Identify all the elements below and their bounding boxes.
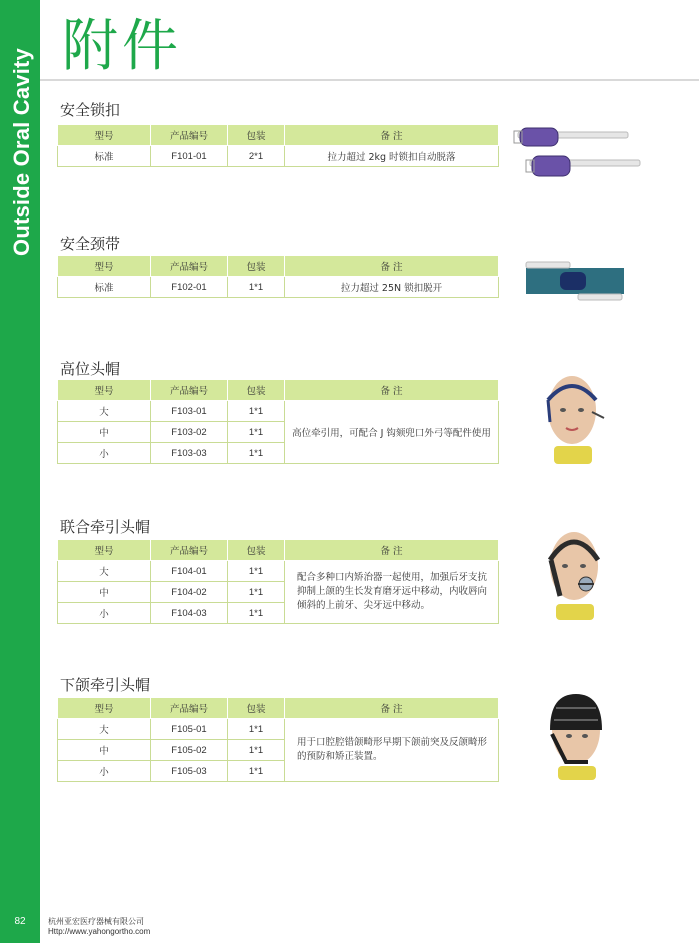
spec-table-mandibular-headgear bbox=[57, 697, 499, 782]
remark-line: 用于口腔腔错颌畸形早期下颌前突及反颌畸形 bbox=[297, 737, 488, 748]
cell-package: 1*1 bbox=[228, 277, 285, 298]
cell-code: F105-03 bbox=[151, 761, 228, 782]
cell-package: 1*1 bbox=[228, 443, 285, 464]
title-divider bbox=[40, 79, 699, 81]
table-row bbox=[58, 277, 499, 298]
spec-table-safety-neck-strap bbox=[57, 255, 499, 298]
remark-line: 倾斜的上前牙、尖牙远中移动。 bbox=[297, 600, 431, 611]
cell-package: 1*1 bbox=[228, 719, 285, 740]
remark-line: 配合多种口内矫治器一起使用，加强后牙支抗 bbox=[297, 572, 488, 583]
table-header-row bbox=[58, 540, 499, 561]
header-package: 包装 bbox=[228, 698, 285, 719]
header-model: 型号 bbox=[58, 125, 151, 146]
remark-line: 的预防和矫正装置。 bbox=[297, 751, 383, 762]
cell-model: 小 bbox=[58, 443, 151, 464]
spec-table-safety-buckle bbox=[57, 124, 499, 167]
cell-code: F103-02 bbox=[151, 422, 228, 443]
cell-model: 小 bbox=[58, 603, 151, 624]
header-remarks: 备 注 bbox=[285, 125, 499, 146]
cell-code: F104-02 bbox=[151, 582, 228, 603]
header-model: 型号 bbox=[58, 698, 151, 719]
cell-model: 大 bbox=[58, 719, 151, 740]
header-package: 包装 bbox=[228, 380, 285, 401]
header-package: 包装 bbox=[228, 125, 285, 146]
table-row bbox=[58, 146, 499, 167]
footer-company-name: 杭州亚宏医疗器械有限公司 bbox=[48, 917, 144, 926]
cell-model: 大 bbox=[58, 561, 151, 582]
cell-code: F102-01 bbox=[151, 277, 228, 298]
cell-model: 标准 bbox=[58, 146, 151, 167]
cell-model: 中 bbox=[58, 740, 151, 761]
header-model: 型号 bbox=[58, 540, 151, 561]
cell-code: F103-01 bbox=[151, 401, 228, 422]
cell-remark bbox=[285, 719, 499, 782]
sidebar bbox=[0, 0, 40, 943]
table-header-row bbox=[58, 380, 499, 401]
cell-remark: 拉力超过 2kg 时锁扣自动脱落 bbox=[285, 146, 499, 167]
table-header-row bbox=[58, 256, 499, 277]
cell-remark: 拉力超过 25N 锁扣脱开 bbox=[285, 277, 499, 298]
vertical-section-title: Outside Oral Cavity bbox=[9, 48, 34, 256]
header-model: 型号 bbox=[58, 380, 151, 401]
cell-package: 1*1 bbox=[228, 740, 285, 761]
cell-model: 小 bbox=[58, 761, 151, 782]
cell-code: F104-03 bbox=[151, 603, 228, 624]
section-heading-combination-headgear: 联合牵引头帽 bbox=[60, 518, 151, 536]
section-heading-safety-neck-strap: 安全颈带 bbox=[60, 235, 121, 253]
header-remarks: 备 注 bbox=[285, 256, 499, 277]
cell-remark bbox=[285, 561, 499, 624]
table-header-row bbox=[58, 125, 499, 146]
table-row bbox=[58, 561, 499, 582]
cell-model: 标准 bbox=[58, 277, 151, 298]
combination-headgear-image bbox=[534, 526, 614, 622]
section-heading-mandibular-headgear: 下颌牵引头帽 bbox=[60, 676, 151, 694]
spec-table-combination-headgear bbox=[57, 539, 499, 624]
cell-code: F105-02 bbox=[151, 740, 228, 761]
high-pull-headgear-image bbox=[532, 370, 612, 466]
cell-package: 2*1 bbox=[228, 146, 285, 167]
cell-code: F105-01 bbox=[151, 719, 228, 740]
cell-model: 大 bbox=[58, 401, 151, 422]
table-header-row bbox=[58, 698, 499, 719]
header-product-code: 产品编号 bbox=[151, 256, 228, 277]
page-title: 附件 bbox=[62, 14, 182, 79]
cell-code: F103-03 bbox=[151, 443, 228, 464]
header-product-code: 产品编号 bbox=[151, 540, 228, 561]
cell-model: 中 bbox=[58, 582, 151, 603]
header-model: 型号 bbox=[58, 256, 151, 277]
cell-remark: 高位牵引用，可配合 J 钩颏兜口外弓等配件使用 bbox=[285, 401, 499, 464]
page-number: 82 bbox=[14, 916, 26, 927]
cell-package: 1*1 bbox=[228, 401, 285, 422]
cell-package: 1*1 bbox=[228, 561, 285, 582]
cell-code: F101-01 bbox=[151, 146, 228, 167]
footer-website-url: Http://www.yahongortho.com bbox=[48, 927, 151, 936]
header-remarks: 备 注 bbox=[285, 380, 499, 401]
header-remarks: 备 注 bbox=[285, 698, 499, 719]
header-remarks: 备 注 bbox=[285, 540, 499, 561]
section-heading-high-pull-headgear: 高位头帽 bbox=[60, 360, 121, 378]
mandibular-headgear-image bbox=[536, 690, 616, 782]
section-heading-safety-buckle: 安全锁扣 bbox=[60, 101, 121, 119]
header-package: 包装 bbox=[228, 540, 285, 561]
cell-package: 1*1 bbox=[228, 582, 285, 603]
header-product-code: 产品编号 bbox=[151, 698, 228, 719]
table-row bbox=[58, 401, 499, 422]
table-row bbox=[58, 719, 499, 740]
header-product-code: 产品编号 bbox=[151, 125, 228, 146]
safety-neck-strap-image bbox=[520, 258, 630, 302]
remark-line: 抑制上颌的生长发育磨牙远中移动，内收唇向 bbox=[297, 586, 488, 597]
cell-package: 1*1 bbox=[228, 603, 285, 624]
header-package: 包装 bbox=[228, 256, 285, 277]
spec-table-high-pull-headgear bbox=[57, 379, 499, 464]
cell-package: 1*1 bbox=[228, 761, 285, 782]
cell-code: F104-01 bbox=[151, 561, 228, 582]
safety-buckle-image bbox=[512, 122, 642, 186]
cell-package: 1*1 bbox=[228, 422, 285, 443]
header-product-code: 产品编号 bbox=[151, 380, 228, 401]
cell-model: 中 bbox=[58, 422, 151, 443]
